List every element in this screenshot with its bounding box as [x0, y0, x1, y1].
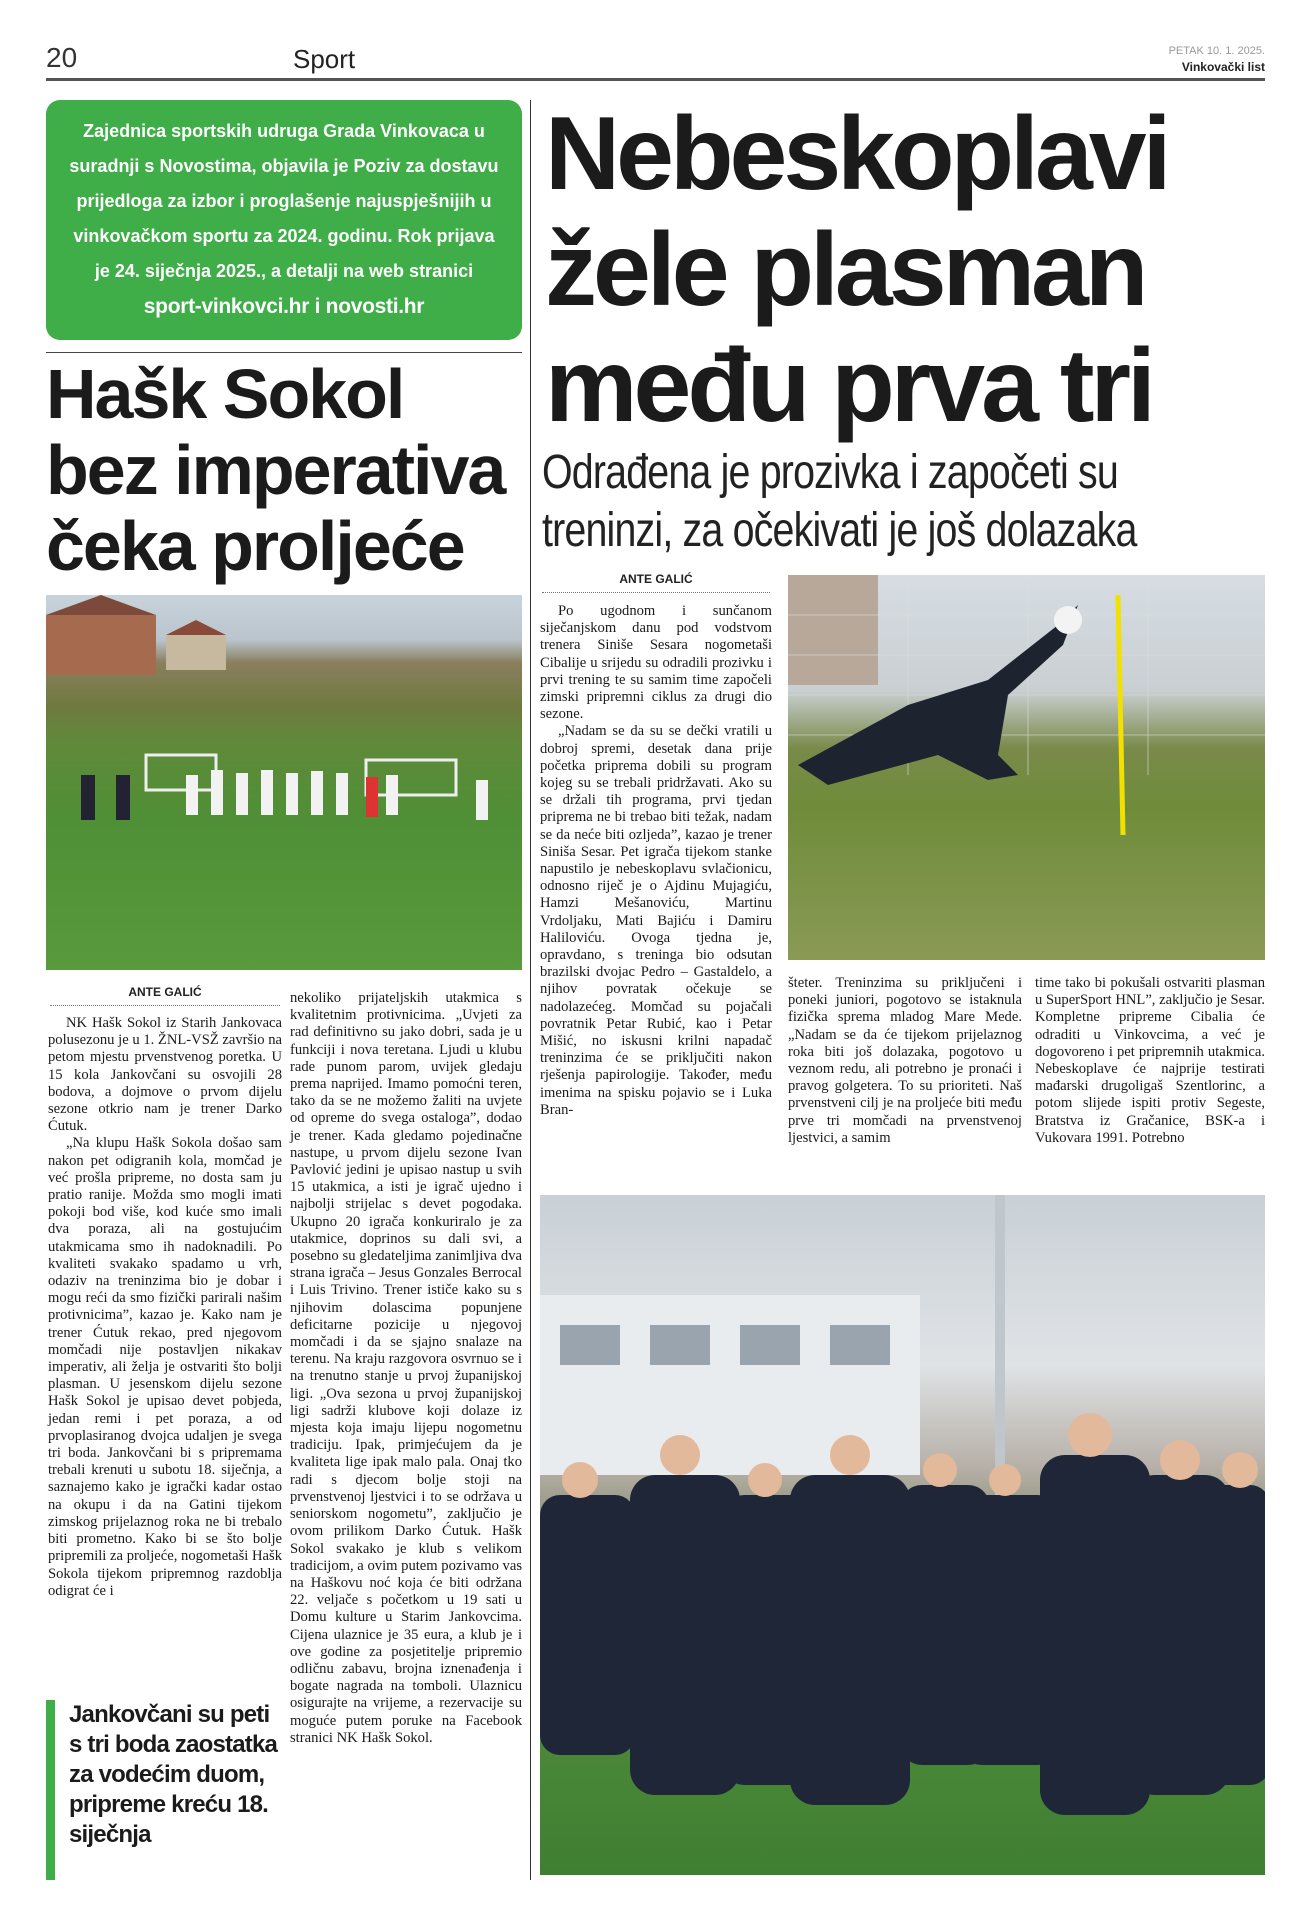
divider	[46, 352, 522, 353]
pull-quote: Jankovčani su peti s tri boda zaostatka za vodećim duom, pripreme kreću 18. siječnja	[46, 1700, 282, 1880]
page-number: 20	[46, 42, 78, 73]
notice-box	[46, 100, 522, 340]
paragraph: „Nadam se da su se dečki vratili u dobroj spremi, desetak dana prije početka priprema dobili su program kojeg su se trebali pridržavati. Ako su se držali tih programa, prvi tjedan priprema ne bi trebao biti težak, nadam se da neće biti ozljeda”, kazao je trener Siniša Sesar. Pet igrača tijekom stanke napustilo je nebeskoplavu svlačionicu, odnosno riječ je o Ajdinu Mujagiću, Hamzi Mešanoviću, Martinu Vrdoljaku, Mati Bajiću i Damiru Haliloviću. Ovoga tjedna je, opravdano, s treninga bio odsutan brazilski dvojac Pedro – Gastaldelo, a njihov povratak očekuje se nadolazećeg. Momčad su pojačali povratnik Petar Rubić, kao i Petar Mišić, no iskusni krilni napadač treninzima će se priključiti nakon rješenja papirologije. Također, među imenima na spisku pojavio se i Luka Bran-	[540, 723, 772, 1118]
section-title: Sport	[293, 44, 356, 74]
paragraph: NK Hašk Sokol iz Starih Jankovaca polusezonu je u 1. ŽNL-VSŽ završio na petom mjestu prvenstvenog poretka. U 15 kola Jankovčani su osvojili 28 bodova, a dojmove o prvom dijelu sezone otkrio nam je trener Darko Ćutuk.	[48, 1015, 282, 1135]
notice-links[interactable]: sport-vinkovci.hr i novosti.hr	[143, 295, 425, 318]
left-article-col2	[290, 990, 522, 1747]
goalkeeper-photo	[788, 575, 1265, 960]
photo-scene	[540, 1195, 1265, 1875]
subheadline-line: treninzi, za očekivati je još dolazaka	[542, 504, 1137, 557]
right-subheadline	[542, 444, 1141, 560]
column-divider	[530, 100, 531, 1880]
right-article-col1	[540, 603, 772, 1119]
photo-scene	[46, 595, 522, 970]
left-headline: Hašk Sokol bez imperativa čeka proljeće	[46, 355, 505, 585]
publication-name: Vinkovački list	[1181, 60, 1265, 74]
paragraph: time tako bi pokušali ostvariti plasman u SuperSport HNL”, zaključio je Sesar. Kompletne pripreme Cibalia će odraditi u Vinkovcima, a već je dogovoreno i pet pripremnih utakmica. Nebeskoplave će najprije testirati mađarski drugoligaš Szentlorinc, a potom slijede ispiti protiv Segeste, Bratstva iz Gračanice, BSK-a i Vukovara 1991. Potrebno	[1035, 975, 1265, 1146]
photo-scene	[788, 575, 1265, 960]
paragraph: šteter. Treninzima su priključeni i poneki juniori, pogotovo se istaknula fizička sprema mladog Mare Mede. „Nadam se da će tijekom prijelaznog roka biti još dolazaka, pogotovo u veznom redu, ali potrebno je pronaći i pravog golgetera. To su prioriteti. Naš prvenstveni cilj je na proljeće biti među prve tri momčadi na prvenstvenoj ljestvici, a samim	[788, 975, 1022, 1146]
team-celebration-photo	[46, 595, 522, 970]
issue-date: PETAK 10. 1. 2025.	[1168, 45, 1265, 57]
right-headline: Nebeskoplavi žele plasman među prva tri	[545, 96, 1168, 444]
subheadline-line: Odrađena je prozivka i započeti su	[542, 446, 1118, 499]
left-article-col1	[48, 1015, 282, 1600]
notice-text: Zajednica sportskih udruga Grada Vinkovaca u suradnji s Novostima, objavila je Poziv za dostavu prijedloga za izbor i proglašenje najuspješnijih u vinkovačkom sportu za 2024. godinu. Rok prijava je 24. siječnja 2025., a detalji na web stranici	[69, 121, 499, 281]
paragraph: Po ugodnom i sunčanom siječanjskom danu pod vodstvom trenera Siniše Sesara nogometaši Cibalije u srijedu su odradili prozivku i prvi trening te su samim time započeli zimski pripremni ciklus za drugi dio sezone.	[540, 603, 772, 723]
right-article-col2	[788, 975, 1022, 1147]
header-rule	[46, 78, 1265, 81]
team-training-photo	[540, 1195, 1265, 1875]
paragraph: „Na klupu Hašk Sokola došao sam nakon pet odigranih kola, momčad je već prošla pripreme, no dosta sam ju pratio ranije. Možda smo mogli imati pokoji bod više, kod kuće smo imali dva poraza, ali na gostujućim utakmicama smo ih nadoknadili. Po kvaliteti svakako spadamo u vrh, odaziv na treninzima bio je dobar i mogu reći da smo fizički parirali našim protivnicima”, kazao je. Kako nam je trener Ćutuk rekao, pred njegovom momčadi nije postavljen nikakav imperativ, ali želja je ostvariti što bolji plasman. U jesenskom dijelu sezone Hašk Sokol je upisao devet pobjeda, jedan remi i pet poraza, a od prvoplasiranog dvojca udaljen je svega tri boda. Jankovčani bi s pripremama trebali krenuti u subotu 18. siječnja, a saznajemo kako je igrački kadar ostao na okupu i da na Gatini tijekom zimskog prijelaznog roka ne bi trebalo biti prometno. Kako bi se što bolje pripremili za proljeće, nogometaši Hašk Sokola tijekom pripremnog razdoblja odigrat će i	[48, 1135, 282, 1599]
right-byline: ANTE GALIĆ	[542, 572, 770, 593]
right-article-col3	[1035, 975, 1265, 1147]
left-byline: ANTE GALIĆ	[50, 985, 280, 1006]
paragraph: nekoliko prijateljskih utakmica s kvalitetnim protivnicima. „Uvjeti za rad definitivno su jako dobri, sada je u funkciji i nova teretana. Ljudi u klubu rade punom parom, uvijek gledaju prema naprijed. Imamo pomoćni teren, tako da se ne možemo žaliti na uvjete od opreme do svega ostaloga”, dodao je trener. Kada gledamo pojedinačne nastupe, u prvom dijelu sezone Ivan Pavlović jedini je upisao nastup u svih 15 utakmica, a isti je igrač ujedno i najbolji strijelac s devet pogodaka. Ukupno 20 igrača konkuriralo je za utakmice, doprinos su dali svi, a posebno su gledateljima zanimljiva dva strana igrača – Jesus Gonzales Berrocal i Luis Trivino. Trener ističe kako su s njihovim dolascima popunjene deficitarne pozicije u njegovoj momčadi i da se sjajno snalaze na terenu. Na kraju razgovora osvrnuo se i na trenutno stanje u prvoj županijskoj ligi. „Ova sezona u prvoj županijskoj ligi sadrži klubove koji dolaze iz mjesta koja imaju lijepu nogometnu tradiciju. Ipak, primjećujem da je kvaliteta lige ipak malo pala. Onaj tko radi s djecom bolje stoji na prvenstvenoj ljestvici i to se održava u seniorskom nogometu”, zaključio je ovom prilikom Darko Ćutuk. Hašk Sokol svakako je klub s velikom tradicijom, a ovim putem pozivamo vas na Haškovu noć koja će biti održana 22. veljače s početkom u 19 sati u Domu kulture u Starim Jankovcima. Cijena ulaznice je 35 eura, a klub je i ove godine za posjetitelje pripremio odličnu zabavu, brojna iznenađenja i bogate nagrada na tomboli. Ulaznicu osigurajte na vrijeme, a rezervacije su moguće putem poruke na Facebook stranici NK Hašk Sokol.	[290, 990, 522, 1746]
